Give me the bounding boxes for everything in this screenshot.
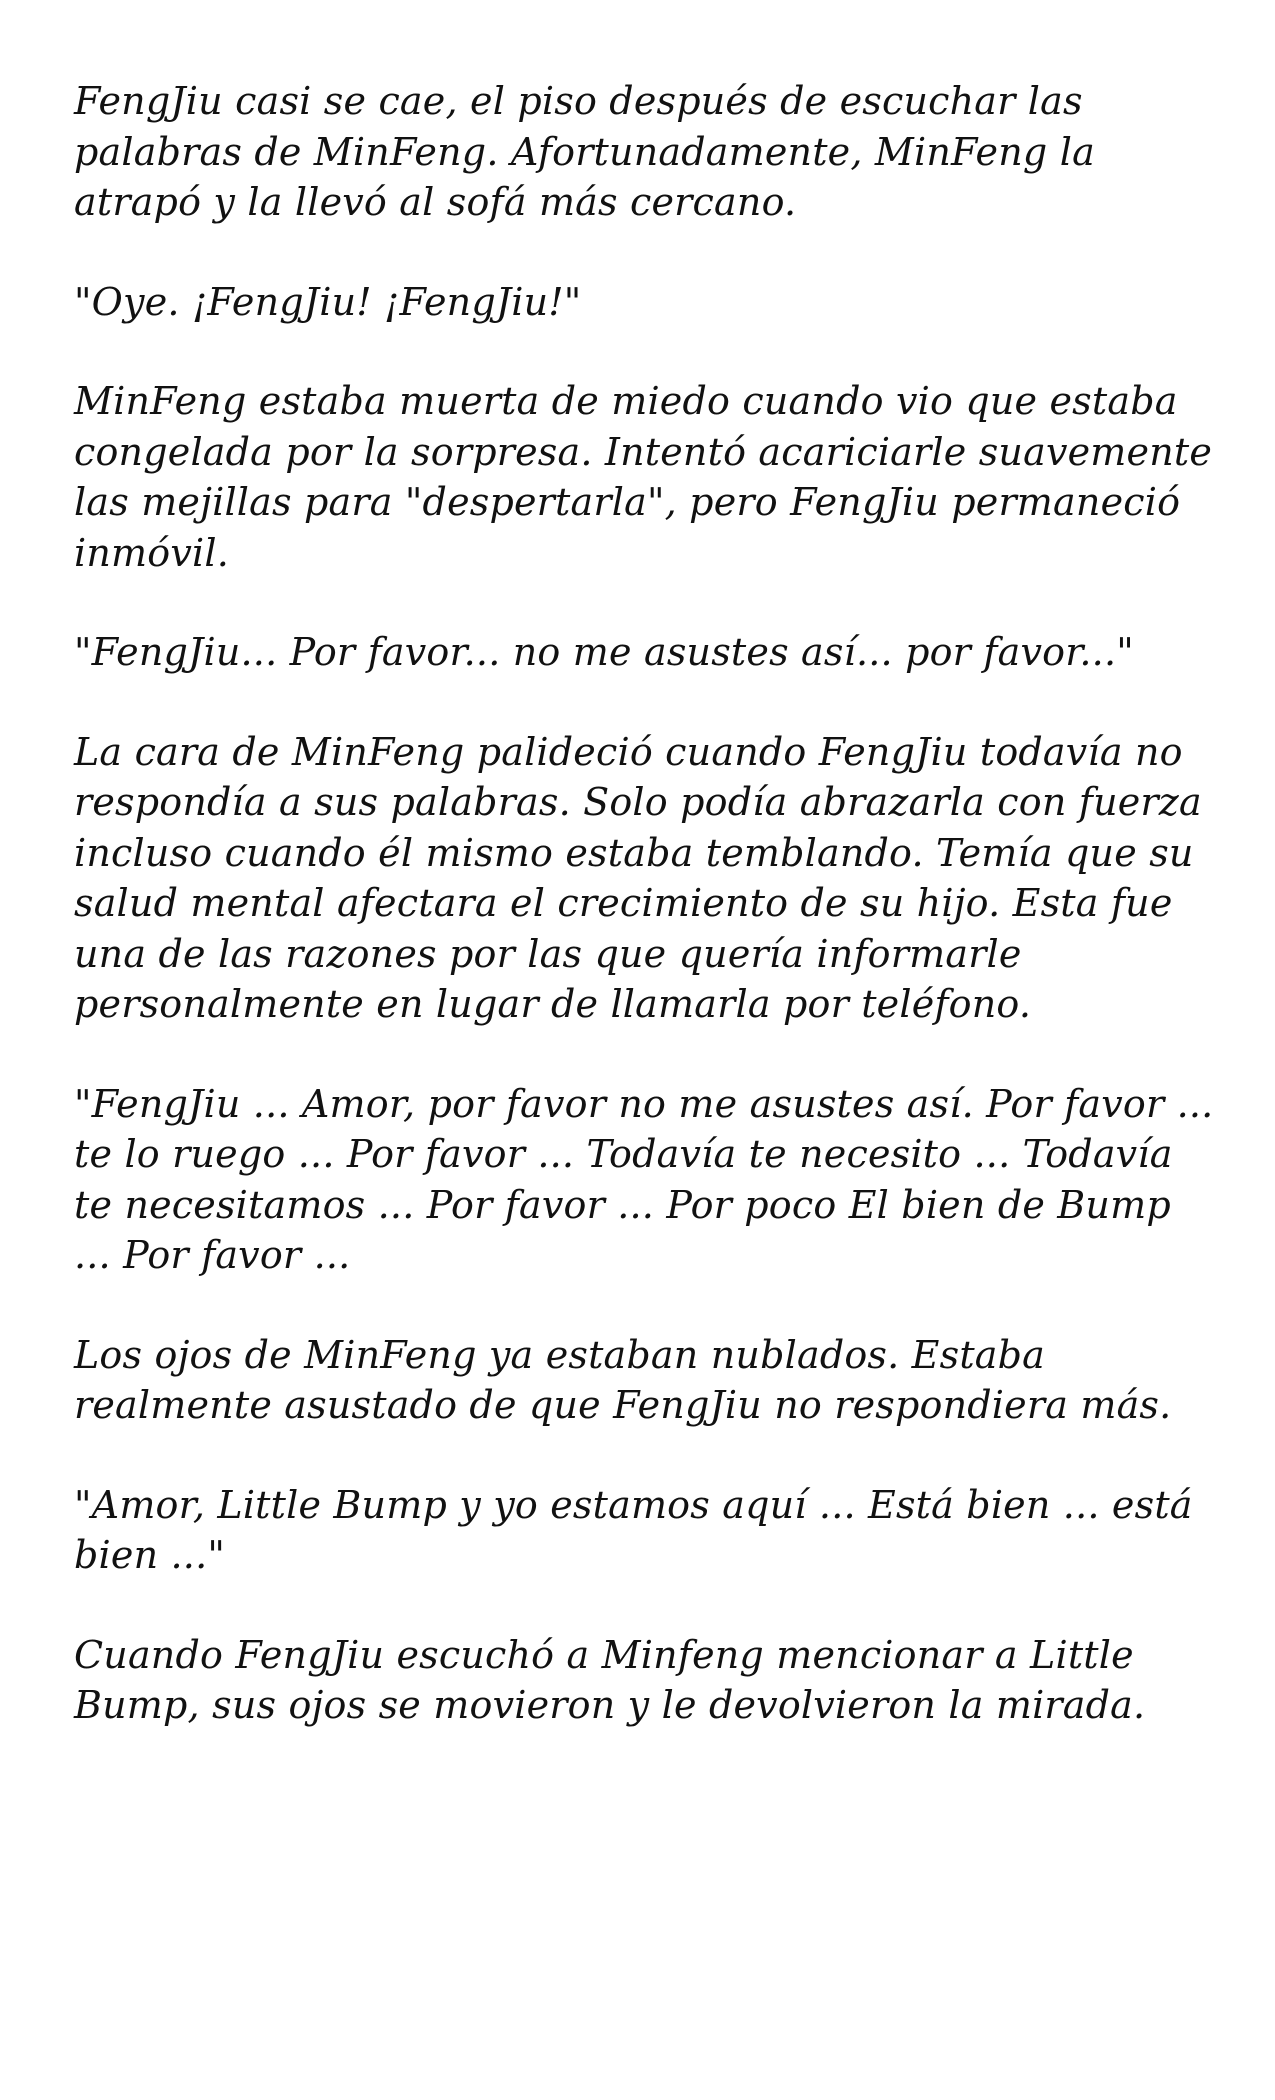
story-paragraph: Cuando FengJiu escuchó a Minfeng mencionar a Little Bump, sus ojos se movieron y le devolvieron la mirada. — [74, 1632, 1146, 1727]
story-paragraph: La cara de MinFeng palideció cuando FengJiu todavía no respondía a sus palabras. Solo podía abrazarla con fuerza incluso cuando él mismo estaba temblando. Temía que su salud mental afectara el crecimiento de su hijo. Esta fue una de las razones por las que quería informarle personalmente en lugar de llamarla por teléfono. — [74, 729, 1202, 1026]
story-paragraph: "FengJiu ... Amor, por favor no me asustes así. Por favor ... te lo ruego ... Por favor ... Todavía te necesito ... Todavía te necesitamos ... Por favor ... Por poco El bien de Bump ... Por favor ... — [74, 1081, 1214, 1277]
story-paragraph: MinFeng estaba muerta de miedo cuando vio que estaba congelada por la sorpresa. Intentó acariciarle suavemente las mejillas para "despertarla", pero FengJiu permaneció inmóvil. — [74, 379, 1213, 575]
story-paragraph: FengJiu casi se cae, el piso después de escuchar las palabras de MinFeng. Afortunadamente, MinFeng la atrapó y la llevó al sofá más cercano. — [74, 79, 1095, 224]
story-paragraph: "Amor, Little Bump y yo estamos aquí ... Está bien ... está bien ..." — [74, 1482, 1193, 1577]
story-paragraph: "Oye. ¡FengJiu! ¡FengJiu!" — [74, 279, 582, 324]
story-paragraph: "FengJiu... Por favor... no me asustes así... por favor..." — [74, 630, 1134, 674]
story-paragraph: Los ojos de MinFeng ya estaban nublados. Estaba realmente asustado de que FengJiu no respondiera más. — [74, 1332, 1172, 1427]
